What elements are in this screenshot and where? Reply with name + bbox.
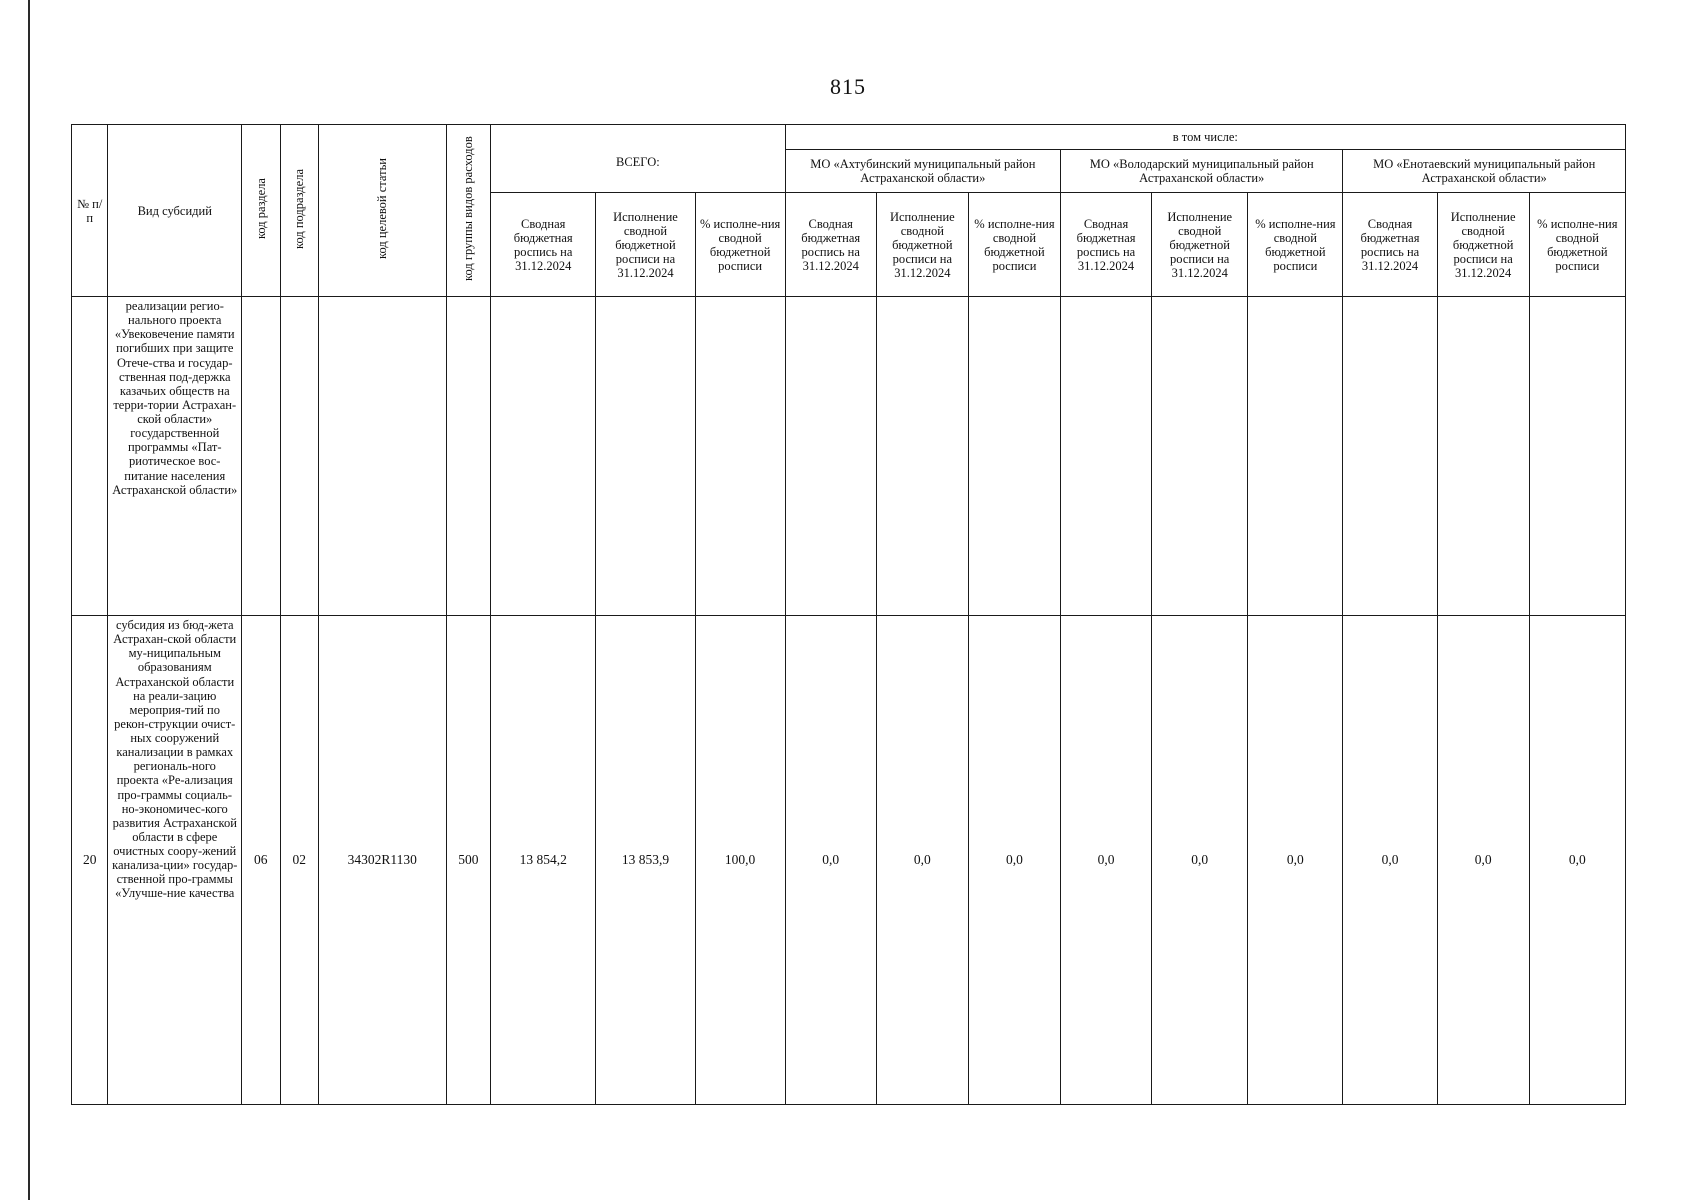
cell-mo1-rospis: 0,0: [785, 616, 876, 1105]
header-mo1-pct: % исполне-ния сводной бюджетной росписи: [968, 193, 1060, 297]
cell-empty: [491, 297, 596, 616]
cell-vsego-pct: 100,0: [695, 616, 785, 1105]
header-vsego: ВСЕГО:: [491, 125, 786, 193]
cell-mo1-pct: 0,0: [968, 616, 1060, 1105]
cell-mo3-rospis: 0,0: [1343, 616, 1437, 1105]
header-vsego-rospis: Сводная бюджетная роспись на 31.12.2024: [491, 193, 596, 297]
cell-vsego-rospis: 13 854,2: [491, 616, 596, 1105]
cell-empty: [319, 297, 447, 616]
header-statya-text: код целевой статьи: [375, 158, 390, 260]
header-podrazdel-text: код подраздела: [292, 168, 307, 249]
cell-empty: [446, 297, 491, 616]
header-gruppa: [446, 125, 491, 297]
cell-empty: [1437, 297, 1529, 616]
header-mo-volodarsky: МО «Володарский муниципальный район Астраханской области»: [1061, 150, 1343, 193]
header-podrazdel: [280, 125, 318, 297]
cell-empty: [1529, 297, 1625, 616]
cell-podrazdel: 02: [280, 616, 318, 1105]
table-row-20: [72, 616, 1626, 1105]
cell-empty: [1061, 297, 1152, 616]
header-vsego-pct: % исполне-ния сводной бюджетной росписи: [695, 193, 785, 297]
header-mo2-rospis: Сводная бюджетная роспись на 31.12.2024: [1061, 193, 1152, 297]
cell-vid-text: субсидия из бюд-жета Астрахан-ской области му-ниципальным образованиям Астраханской области на реали-зацию мероприя-тий по рекон-струкции очист-ных сооружений канализации в рамках региональ-ного проекта «Ре-ализация про-граммы социаль-но-экономичес-кого развития Астраханской области в сфере очистных соору-жений канализа-ции» государ-ственной про-граммы «Улучше-ние качества: [108, 616, 242, 1105]
header-mo2-ispoln: Исполнение сводной бюджетной росписи на 31.12.2024: [1152, 193, 1248, 297]
page-number: 815: [830, 74, 866, 99]
cell-vsego-ispoln: 13 853,9: [596, 616, 695, 1105]
cell-mo2-ispoln: 0,0: [1152, 616, 1248, 1105]
header-mo1-rospis: Сводная бюджетная роспись на 31.12.2024: [785, 193, 876, 297]
cell-empty: [1343, 297, 1437, 616]
cell-empty: [1248, 297, 1343, 616]
header-vsego-ispoln: Исполнение сводной бюджетной росписи на 31.12.2024: [596, 193, 695, 297]
cell-mo2-rospis: 0,0: [1061, 616, 1152, 1105]
cell-razdel: 06: [242, 616, 280, 1105]
header-mo1-ispoln: Исполнение сводной бюджетной росписи на 31.12.2024: [876, 193, 968, 297]
cell-num: 20: [72, 616, 108, 1105]
table-row-continued: [72, 297, 1626, 616]
header-row-1: [72, 125, 1626, 150]
header-mo3-ispoln: Исполнение сводной бюджетной росписи на 31.12.2024: [1437, 193, 1529, 297]
cell-mo3-pct: 0,0: [1529, 616, 1625, 1105]
cell-empty: [596, 297, 695, 616]
header-mo-akhtubinsky: МО «Ахтубинский муниципальный район Астраханской области»: [785, 150, 1060, 193]
header-vid: Вид субсидий: [108, 125, 242, 297]
cell-empty: [968, 297, 1060, 616]
header-gruppa-text: код группы видов расходов: [461, 136, 476, 282]
cell-empty: [1152, 297, 1248, 616]
cell-gruppa: 500: [446, 616, 491, 1105]
header-mo-enotaevsky: МО «Енотаевский муниципальный район Астраханской области»: [1343, 150, 1626, 193]
cell-mo2-pct: 0,0: [1248, 616, 1343, 1105]
header-mo3-pct: % исполне-ния сводной бюджетной росписи: [1529, 193, 1625, 297]
header-razdel: [242, 125, 280, 297]
cell-empty: [695, 297, 785, 616]
cell-continued-text: реализации регио-нального проекта «Увековечение памяти погибших при защите Отече-ства и государ-ственная под-держка казачьих обществ на терри-тории Астрахан-ской области» государственной программы «Пат-риотическое вос-питание населения Астраханской области»: [108, 297, 242, 616]
binding-line: [28, 0, 30, 1200]
header-mo3-rospis: Сводная бюджетная роспись на 31.12.2024: [1343, 193, 1437, 297]
cell-empty: [242, 297, 280, 616]
header-statya: [319, 125, 447, 297]
subsidy-table: [71, 124, 1626, 1105]
cell-statya: 34302R1130: [319, 616, 447, 1105]
header-mo2-pct: % исполне-ния сводной бюджетной росписи: [1248, 193, 1343, 297]
cell-mo1-ispoln: 0,0: [876, 616, 968, 1105]
cell-mo3-ispoln: 0,0: [1437, 616, 1529, 1105]
header-v-tom-chisle: в том числе:: [785, 125, 1625, 150]
header-razdel-text: код раздела: [253, 178, 268, 240]
header-num: № п/п: [72, 125, 108, 297]
cell-empty: [280, 297, 318, 616]
cell-empty: [72, 297, 108, 616]
cell-empty: [785, 297, 876, 616]
cell-empty: [876, 297, 968, 616]
